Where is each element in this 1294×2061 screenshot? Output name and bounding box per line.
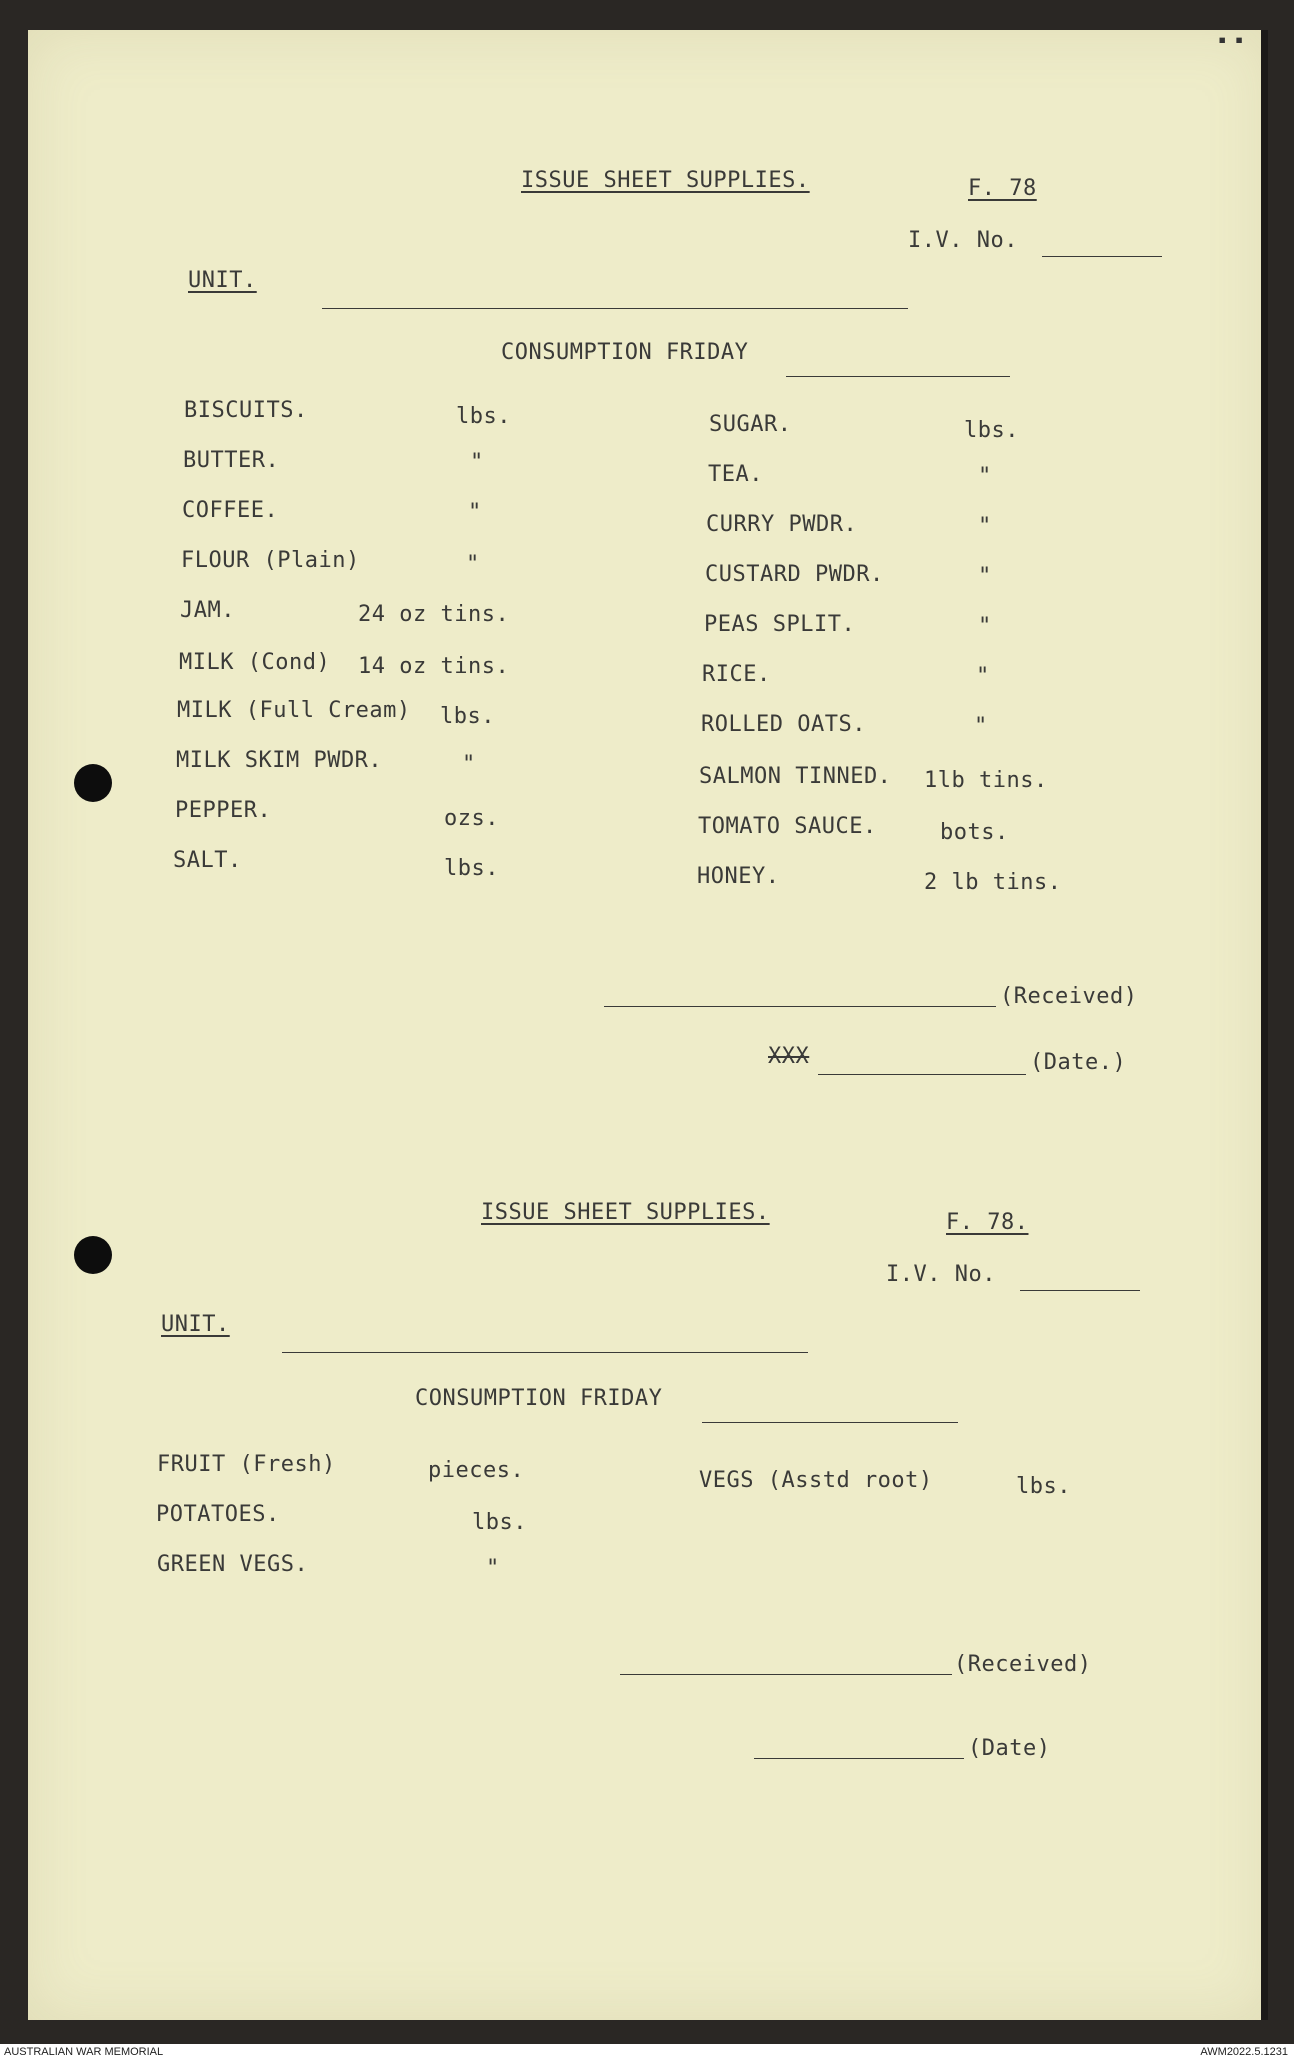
form1-item-name: BISCUITS. <box>184 398 308 423</box>
form2-title: ISSUE SHEET SUPPLIES. <box>481 1200 770 1225</box>
form1-item-unit: " <box>462 752 476 777</box>
binder-hole <box>74 1236 112 1274</box>
form1-item-name: COFFEE. <box>182 498 279 523</box>
form2-unit-field[interactable] <box>282 1352 808 1353</box>
form2-item-unit: lbs. <box>472 1510 527 1535</box>
form1-item-unit: lbs. <box>456 404 511 429</box>
form1-item-unit: bots. <box>940 820 1009 845</box>
form1-item-name: BUTTER. <box>183 448 280 473</box>
form1-item-unit: 14 oz tins. <box>358 654 510 679</box>
footer-reference-number: AWM2022.5.1231 <box>1200 2046 1288 2058</box>
form2-item-name: GREEN VEGS. <box>157 1552 309 1577</box>
form1-unit-field[interactable] <box>322 308 908 309</box>
form1-received-signature-line[interactable] <box>604 1006 996 1007</box>
form2-iv-field[interactable] <box>1020 1290 1140 1291</box>
form1-item-name: ROLLED OATS. <box>701 712 866 737</box>
form1-item-unit: ozs. <box>444 806 499 831</box>
form2-item-name: VEGS (Asstd root) <box>699 1468 933 1493</box>
form1-item-unit: " <box>466 552 480 577</box>
form1-item-name: TOMATO SAUCE. <box>698 814 877 839</box>
page-edge <box>1261 30 1268 2020</box>
form2-item-unit: pieces. <box>428 1458 525 1483</box>
form1-item-name: MILK (Full Cream) <box>177 698 411 723</box>
form1-received-label: (Received) <box>1000 984 1138 1009</box>
form1-item-unit: " <box>978 564 992 589</box>
form2-consumption-label: CONSUMPTION FRIDAY <box>415 1386 663 1411</box>
form2-item-unit: lbs. <box>1016 1474 1071 1499</box>
form1-unit-label: UNIT. <box>188 268 257 293</box>
form1-struck-text: XXX <box>768 1044 810 1069</box>
form1-item-name: FLOUR (Plain) <box>181 548 360 573</box>
edge-marks: ▪ ▪ <box>1218 32 1244 48</box>
form1-item-unit: 1lb tins. <box>924 768 1048 793</box>
form2-item-name: FRUIT (Fresh) <box>157 1452 336 1477</box>
form1-item-name: JAM. <box>180 598 235 623</box>
form2-item-unit: " <box>486 1556 500 1581</box>
form2-unit-label: UNIT. <box>161 1312 230 1337</box>
form1-item-name: PEPPER. <box>175 798 272 823</box>
form1-item-unit: " <box>978 514 992 539</box>
form2-form-number: F. 78. <box>946 1210 1029 1235</box>
form1-item-unit: 2 lb tins. <box>924 870 1062 895</box>
form1-item-unit: lbs. <box>444 856 499 881</box>
form2-item-name: POTATOES. <box>156 1502 280 1527</box>
form1-item-unit: lbs. <box>440 704 495 729</box>
form1-consumption-label: CONSUMPTION FRIDAY <box>501 340 749 365</box>
form1-item-name: PEAS SPLIT. <box>704 612 856 637</box>
form1-item-name: CUSTARD PWDR. <box>705 562 884 587</box>
form1-consumption-field[interactable] <box>786 376 1010 377</box>
form1-item-name: SALT. <box>173 848 242 873</box>
form2-date-label: (Date) <box>968 1736 1051 1761</box>
form1-item-name: MILK (Cond) <box>179 650 331 675</box>
form1-iv-label: I.V. No. <box>908 228 1018 253</box>
form1-item-name: SALMON TINNED. <box>699 764 892 789</box>
form1-iv-field[interactable] <box>1042 256 1162 257</box>
footer-institution: AUSTRALIAN WAR MEMORIAL <box>4 2046 164 2058</box>
binder-hole <box>74 764 112 802</box>
form1-date-label: (Date.) <box>1030 1050 1127 1075</box>
form2-consumption-field[interactable] <box>702 1422 958 1423</box>
archive-footer <box>0 2044 1294 2061</box>
form2-date-line[interactable] <box>754 1758 964 1759</box>
form1-item-unit: lbs. <box>964 418 1019 443</box>
form1-item-unit: " <box>974 714 988 739</box>
form1-item-name: TEA. <box>708 462 763 487</box>
form1-item-unit: " <box>470 450 484 475</box>
form1-date-line[interactable] <box>818 1074 1026 1075</box>
form1-item-unit: " <box>978 464 992 489</box>
form1-item-name: HONEY. <box>697 864 780 889</box>
form1-item-unit: " <box>976 664 990 689</box>
form1-item-name: MILK SKIM PWDR. <box>176 748 383 773</box>
form1-title: ISSUE SHEET SUPPLIES. <box>521 168 810 193</box>
form2-received-signature-line[interactable] <box>620 1674 952 1675</box>
form1-item-unit: " <box>468 500 482 525</box>
form2-received-label: (Received) <box>954 1652 1092 1677</box>
form1-item-unit: " <box>978 614 992 639</box>
form1-item-name: SUGAR. <box>709 412 792 437</box>
document-page <box>28 30 1268 2020</box>
form1-item-name: RICE. <box>702 662 771 687</box>
form1-form-number: F. 78 <box>968 176 1037 201</box>
form1-item-unit: 24 oz tins. <box>358 602 510 627</box>
form2-iv-label: I.V. No. <box>886 1262 996 1287</box>
form1-item-name: CURRY PWDR. <box>706 512 858 537</box>
